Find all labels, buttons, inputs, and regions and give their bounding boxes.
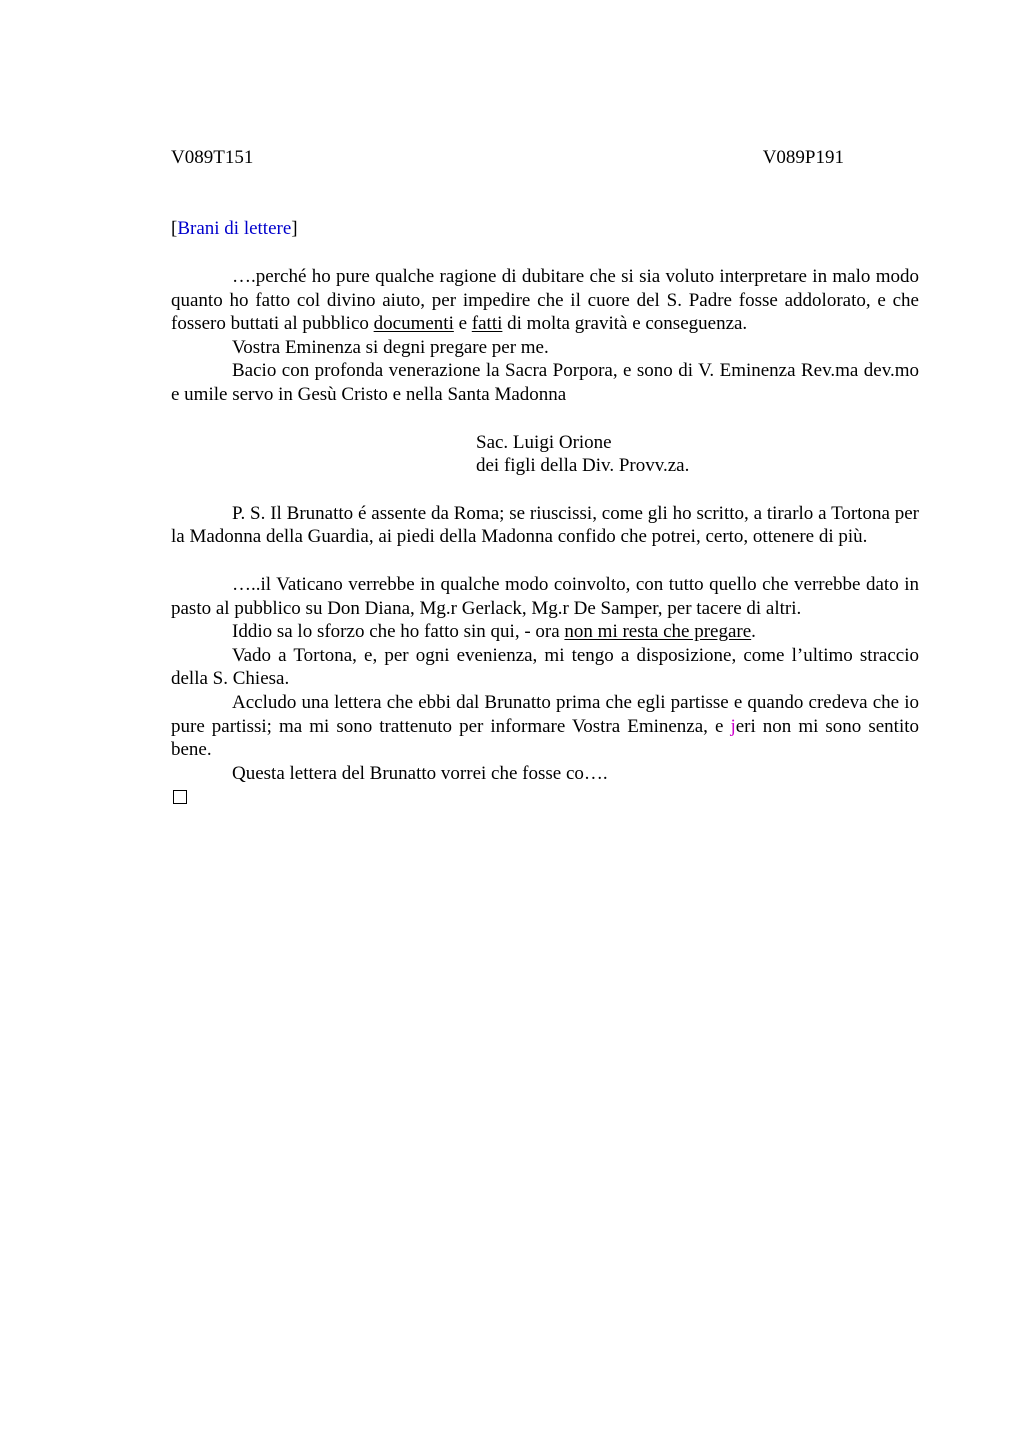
- section-title: [171, 217, 919, 241]
- title-text: Brani di lettere: [177, 218, 292, 239]
- signature-name: Sac. Luigi Orione: [476, 431, 612, 453]
- letter2-p4-text-b: eri non mi sono sentito bene.: [171, 715, 920, 761]
- checkbox-square-icon: [173, 790, 187, 804]
- letter2-p4-text-a: Accludo una lettera che ebbi dal Brunatto prima che egli partisse e quando credeva che io pure partissi; ma mi sono trattenuto per informare Vostra Eminenza, e: [171, 691, 919, 737]
- letter1-p1-text-a: ….perché ho pure qualche ragione di dubitare che si sia voluto interpretare in malo modo quanto ho fatto col divino aiuto, per impedire che il cuore del S. Padre fosse addolorato, e che fossero buttati al pubblico: [171, 266, 919, 335]
- underlined-documenti: documenti: [373, 313, 454, 335]
- postscript-paragraph: P. S. Il Brunatto é assente da Roma; se riuscissi, come gli ho scritto, a tirarlo a Tortona per la Madonna della Guardia, ai piedi della Madonna confido che potrei, certo, ottenere di più.: [171, 502, 919, 548]
- letter1-p1-text-c: di molta gravità e conseguenza.: [502, 313, 748, 335]
- letter2-p2-text-b: .: [751, 621, 756, 643]
- underlined-non-mi-resta-che-pregare: non mi resta che pregare: [564, 621, 752, 643]
- letter2-paragraph-5: Questa lettera del Brunatto vorrei che fosse co….: [232, 762, 608, 784]
- letter2-paragraph-1: …..il Vaticano verrebbe in qualche modo coinvolto, con tutto quello che verrebbe dato in pasto al pubblico su Don Diana, Mg.r Gerlack, Mg.r De Samper, per tacere di altri.: [171, 573, 919, 619]
- title-close-bracket: ]: [291, 218, 298, 239]
- highlighted-letter-j: j: [730, 715, 736, 737]
- document-header: [171, 146, 844, 170]
- letter2-paragraph-3: Vado a Tortona, e, per ogni evenienza, mi tengo a disposizione, come l’ultimo straccio della S. Chiesa.: [171, 644, 919, 690]
- letter1-p1-text-b: e: [453, 313, 472, 335]
- letter1-paragraph-1: [171, 265, 919, 336]
- left-document-code: V089T151: [171, 147, 254, 168]
- letter1-paragraph-3: Bacio con profonda venerazione la Sacra Porpora, e sono di V. Eminenza Rev.ma dev.mo e umile servo in Gesù Cristo e nella Santa Madonna: [171, 360, 919, 405]
- signature-title: dei figli della Div. Provv.za.: [476, 455, 690, 477]
- letter1-paragraph-2: Vostra Eminenza si degni pregare per me.: [232, 336, 549, 358]
- right-document-code: V089P191: [762, 147, 844, 168]
- document-page: [171, 146, 919, 804]
- letter2-p2-text-a: Iddio sa lo sforzo che ho fatto sin qui, - ora: [232, 621, 565, 643]
- letter2-paragraph-2: [171, 620, 919, 644]
- underlined-fatti: fatti: [471, 313, 503, 335]
- signature-block: [476, 431, 919, 478]
- letter2-paragraph-4: [171, 691, 919, 762]
- title-open-bracket: [: [171, 218, 178, 239]
